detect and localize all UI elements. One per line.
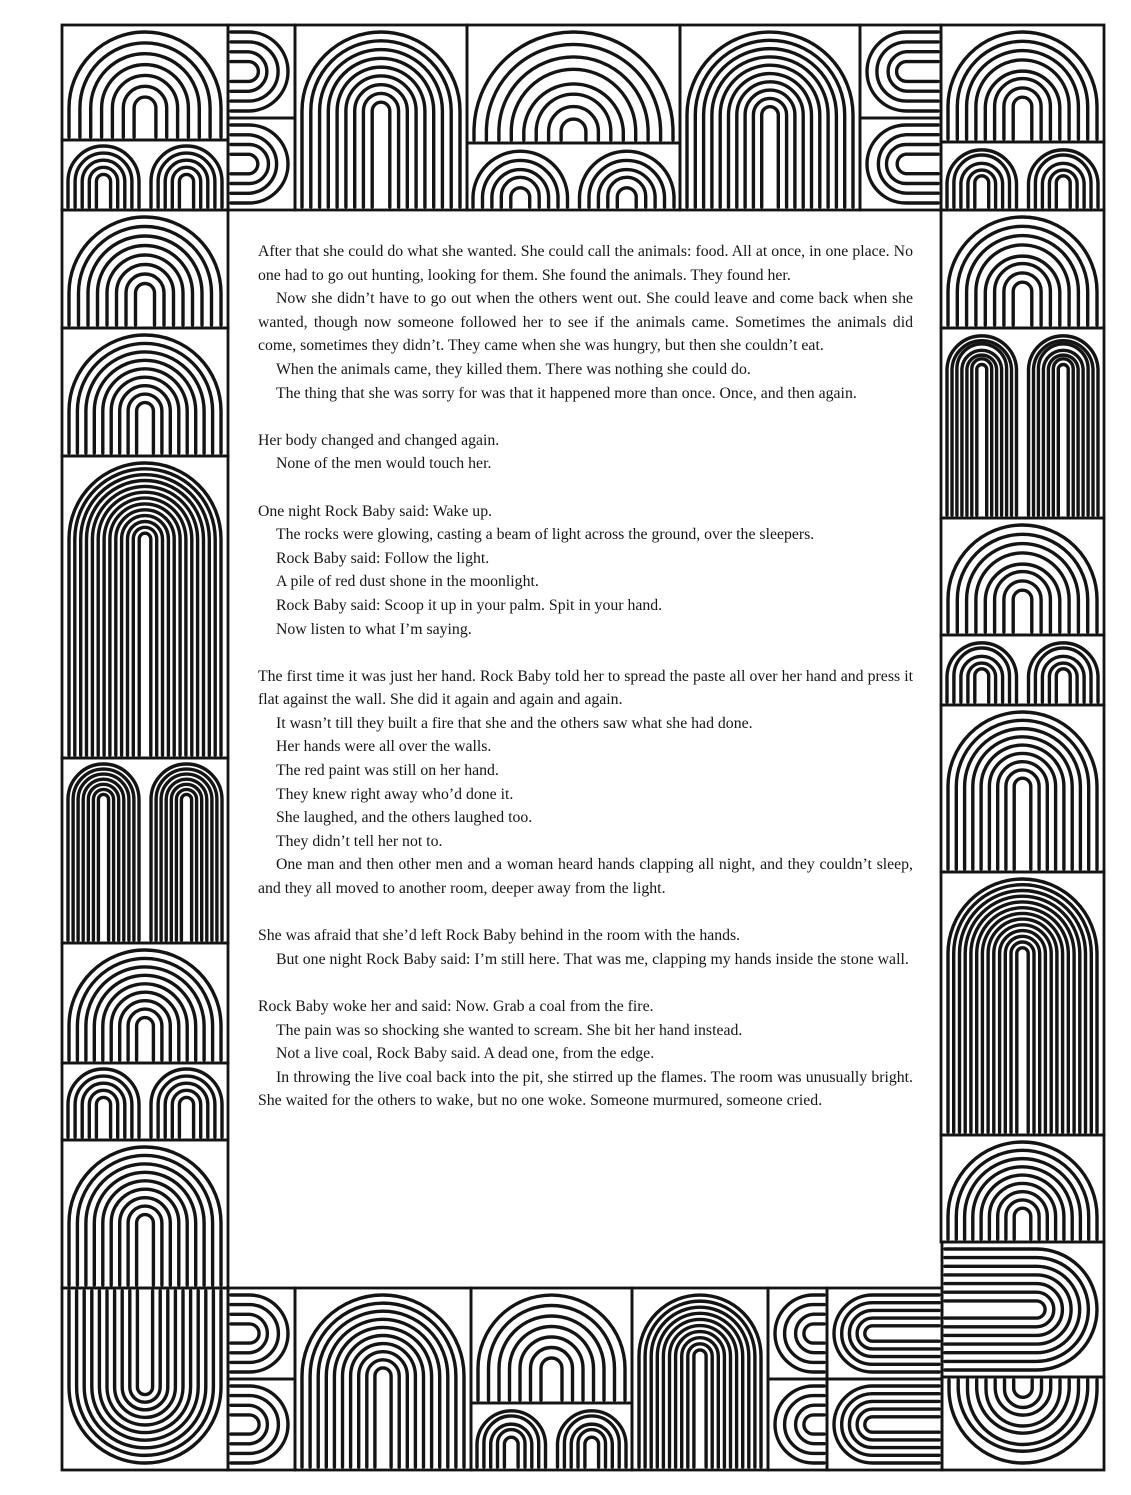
arch-motif — [69, 335, 221, 453]
story-text — [258, 240, 913, 1113]
border-cell — [768, 1288, 827, 1379]
story-paragraph: The first time it was just her hand. Rock Baby told her to spread the paste all over her hand and press it flat against the wall. She did it again and again and again. — [258, 667, 913, 709]
border-cell — [467, 143, 680, 210]
arch2-motif — [473, 151, 674, 207]
arch-motif — [69, 217, 221, 325]
story-paragraph: They didn’t tell her not to. — [276, 832, 443, 850]
story-paragraph: Rock Baby woke her and said: Now. Grab a coal from the fire. — [258, 998, 654, 1015]
story-paragraph: One man and then other men and a woman heard hands clapping all night, and they couldn’t sleep, and they all moved to another room, deeper away from the light. — [258, 856, 913, 898]
arch2-motif — [477, 1411, 626, 1467]
story-paragraph: Her hands were all over the walls. — [276, 738, 492, 756]
border-cell — [228, 1288, 295, 1379]
point-right-motif — [231, 1386, 288, 1463]
story-paragraph: Not a live coal, Rock Baby said. A dead one, from the edge. — [276, 1045, 655, 1063]
story-paragraph: Rock Baby said: Scoop it up in your palm. Spit in your hand. — [276, 596, 663, 614]
arch-motif — [948, 217, 1097, 325]
story-paragraph: Rock Baby said: Follow the light. — [276, 549, 490, 567]
story-paragraph: None of the men would touch her. — [276, 455, 492, 473]
border-cell — [62, 1288, 228, 1470]
border-cell — [860, 25, 941, 118]
story-paragraph: The pain was so shocking she wanted to scream. She bit her hand instead. — [276, 1021, 743, 1039]
point-right-motif — [231, 1295, 288, 1372]
story-paragraph: Now she didn’t have to go out when the others went out. She could leave and come back when she wanted, though now someone followed her to see if the animals came. Sometimes the animals did come, sometimes they didn’t. They came when she was hungry, but then she couldn’t eat. — [258, 290, 913, 355]
arch-motif — [687, 32, 853, 207]
story-paragraph: One night Rock Baby said: Wake up. — [258, 502, 493, 520]
arch-motif — [69, 32, 221, 137]
arch-motif — [69, 1147, 221, 1285]
story-paragraph: Now listen to what I’m saying. — [276, 620, 472, 638]
story-paragraph: The rocks were glowing, casting a beam of light across the ground, over the sleepers. — [276, 526, 815, 544]
story-paragraph: In throwing the live coal back into the pit, she stirred up the flames. The room was unusually bright. She waited for the others to wake, but no one woke. Someone murmured, someone cried. — [258, 1068, 913, 1110]
point-left-motif — [775, 1386, 824, 1463]
arch-motif — [69, 950, 221, 1060]
arch2-motif — [947, 150, 1098, 207]
arch2-motif — [68, 764, 222, 940]
story-paragraph: After that she could do what she wanted. She could call the animals: food. All at once, in one place. No one had to go out hunting, looking for them. She found the animals. They found her. — [258, 243, 913, 284]
border-cell — [768, 1379, 827, 1470]
arch2-motif — [68, 146, 222, 207]
border-cell — [860, 118, 941, 210]
story-paragraph: It wasn’t till they built a fire that she and the others saw what she had done. — [276, 714, 753, 732]
arch-motif — [948, 32, 1097, 139]
arch-motif — [948, 712, 1097, 869]
arch-motif — [478, 1295, 625, 1400]
u-motif — [949, 1380, 1097, 1463]
arch-motif — [302, 32, 460, 207]
arch2-motif — [68, 1069, 222, 1137]
story-paragraph: She was afraid that she’d left Rock Baby behind in the room with the hands. — [258, 927, 741, 945]
story-paragraph: But one night Rock Baby said: I’m still here. That was me, clapping my hands inside the stone wall. — [276, 950, 909, 968]
point-left-motif — [775, 1295, 824, 1372]
arch2-motif — [947, 336, 1098, 515]
arch-motif — [302, 1295, 464, 1467]
border-cell — [680, 25, 860, 210]
point-right-motif — [231, 32, 288, 111]
story-paragraph: She laughed, and the others laughed too. — [276, 809, 533, 827]
arch-motif — [948, 1142, 1097, 1239]
story-paragraph: The thing that she was sorry for was that it happened more than once. Once, and then again. — [276, 384, 857, 402]
story-paragraph: When the animals came, they killed them. There was nothing she could do. — [276, 360, 751, 378]
point-right-motif — [231, 125, 288, 203]
point-left-motif — [834, 1386, 939, 1463]
arch-motif — [639, 1295, 761, 1467]
border-cell — [228, 118, 295, 210]
arch-motif — [948, 879, 1097, 1132]
border-cell — [228, 25, 295, 118]
border-cell — [295, 1288, 471, 1470]
point-left-motif — [867, 32, 938, 111]
point-left-motif — [834, 1295, 939, 1372]
story-paragraph: Her body changed and changed again. — [258, 431, 500, 449]
arch-motif — [948, 525, 1097, 632]
u-motif — [69, 1291, 221, 1463]
arch-motif — [474, 32, 673, 140]
point-right-motif — [945, 1249, 1097, 1370]
point-left-motif — [867, 125, 938, 203]
arch-motif — [69, 463, 221, 755]
arch2-motif — [947, 643, 1098, 702]
story-paragraph: A pile of red dust shone in the moonlight. — [276, 573, 539, 591]
border-cell — [228, 1379, 295, 1470]
story-paragraph: The red paint was still on her hand. — [276, 762, 499, 780]
story-paragraph: They knew right away who’d done it. — [276, 785, 514, 803]
